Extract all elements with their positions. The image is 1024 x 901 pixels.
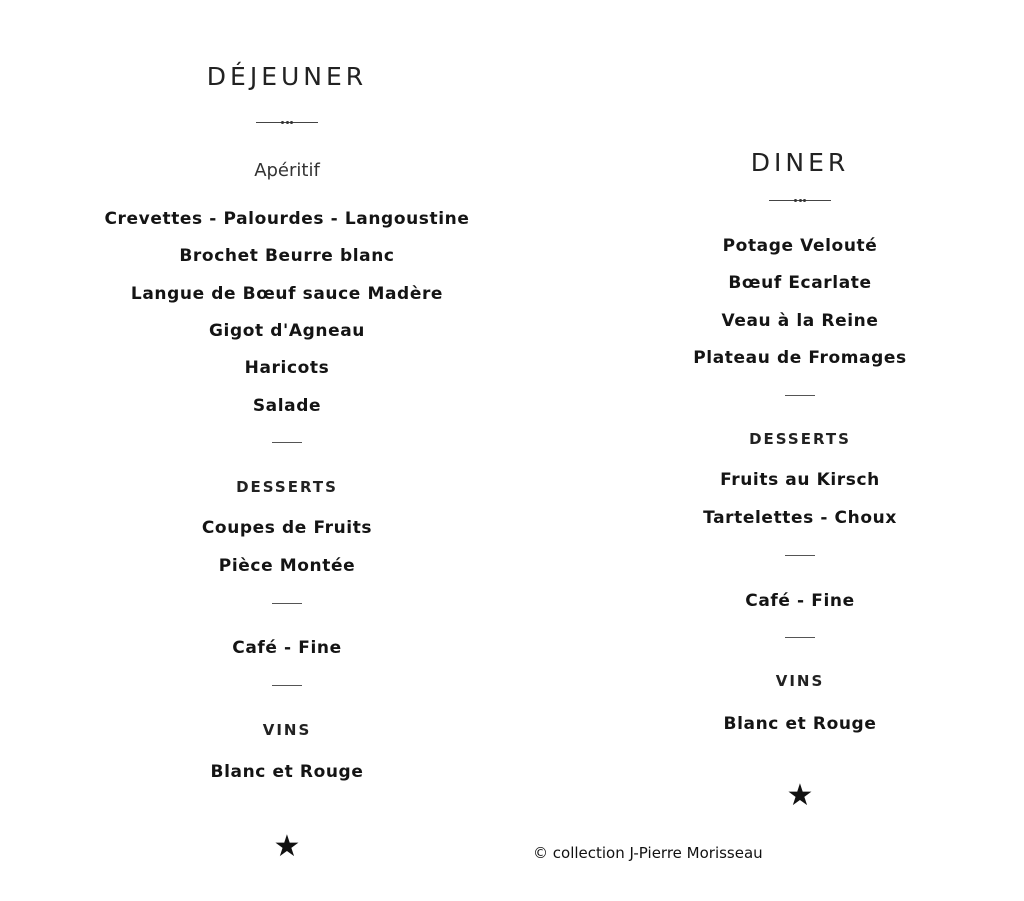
dejeuner-vins-heading: VINS [262,721,312,739]
dejeuner-vins: Blanc et Rouge [210,762,364,782]
dejeuner-title: DÉJEUNER [206,62,368,91]
diner-vins-heading: VINS [775,672,825,690]
diner-cafe: Café - Fine [745,591,855,611]
diner-dish: Veau à la Reine [721,311,879,331]
section-rule [785,637,815,638]
diner-dish: Plateau de Fromages [693,348,907,368]
diner-vins: Blanc et Rouge [723,714,877,734]
aperitif-label: Apéritif [254,160,320,181]
section-rule [272,685,302,686]
dejeuner-dessert: Pièce Montée [218,556,356,576]
dejeuner-dish: Haricots [244,358,330,378]
dejeuner-cafe: Café - Fine [232,638,342,658]
dejeuner-dish: Salade [252,396,322,416]
star-icon: ★ [273,829,301,864]
star-icon: ★ [786,778,814,813]
diner-dessert: Tartelettes - Choux [703,508,897,528]
dejeuner-dish: Langue de Bœuf sauce Madère [130,284,444,304]
dejeuner-dish: Brochet Beurre blanc [179,246,395,266]
section-rule [785,395,815,396]
diner-dish: Bœuf Ecarlate [728,273,872,293]
section-rule [272,442,302,443]
flourish-divider [256,119,318,125]
copyright-notice: © collection J-Pierre Morisseau [533,844,763,862]
diner-title: DINER [750,148,850,177]
diner-dessert: Fruits au Kirsch [720,470,880,490]
diner-dish: Potage Velouté [722,236,878,256]
dejeuner-dish: Crevettes - Palourdes - Langoustine [104,209,470,229]
dejeuner-dessert: Coupes de Fruits [201,518,373,538]
diner-desserts-heading: DESSERTS [749,430,851,448]
flourish-divider [769,197,831,203]
section-rule [272,603,302,604]
dejeuner-desserts-heading: DESSERTS [236,478,338,496]
section-rule [785,555,815,556]
dejeuner-dish: Gigot d'Agneau [209,321,365,341]
